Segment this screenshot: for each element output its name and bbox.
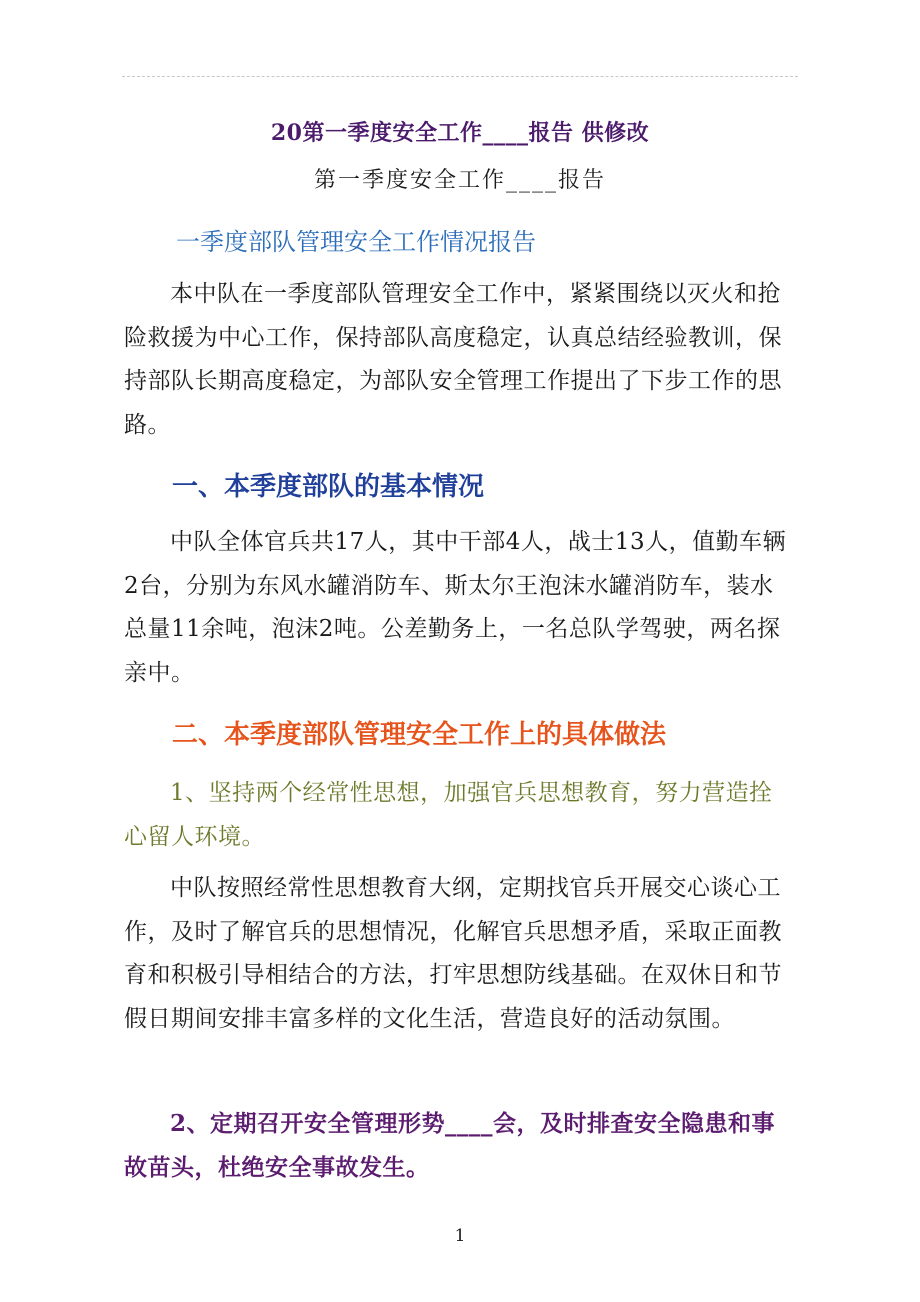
- intro-paragraph: 本中队在一季度部队管理安全工作中，紧紧围绕以灭火和抢险救援为中心工作，保持部队高度稳定，认真总结经验教训，保持部队长期高度稳定，为部队安全管理工作提出了下步工作的思路。: [124, 281, 782, 438]
- section2-heading: 二、本季度部队管理安全工作上的具体做法: [172, 720, 667, 750]
- document-title: 20第一季度安全工作____报告 供修改: [270, 120, 650, 146]
- item1-paragraph: 中队按照经常性思想教育大纲，定期找官兵开展交心谈心工作，及时了解官兵的思想情况，化解官兵思想矛盾，采取正面教育和积极引导相结合的方法，打牢思想防线基础。在双休日和节假日期间安排丰富多样的文化生活，营造良好的活动氛围。: [124, 875, 782, 1032]
- section1-heading: 一、本季度部队的基本情况: [172, 472, 485, 502]
- report-heading: 一季度部队管理安全工作情况报告: [176, 228, 536, 256]
- item1-heading: 1、坚持两个经常性思想，加强官兵思想教育，努力营造拴心留人环境。: [124, 780, 773, 850]
- section1-paragraph: 中队全体官兵共17人，其中干部4人，战士13人，值勤车辆2台，分别为东风水罐消防车、斯太尔王泡沫水罐消防车，装水总量11余吨，泡沫2吨。公差勤务上，一名总队学驾驶，两名探亲中。: [124, 529, 787, 686]
- header-rule: [122, 76, 798, 77]
- page-number: 1: [454, 1226, 466, 1246]
- document-subtitle: 第一季度安全工作____报告: [313, 168, 606, 193]
- item2-heading: 2、定期召开安全管理形势____会，及时排查安全隐患和事故苗头，杜绝安全事故发生。: [124, 1110, 776, 1181]
